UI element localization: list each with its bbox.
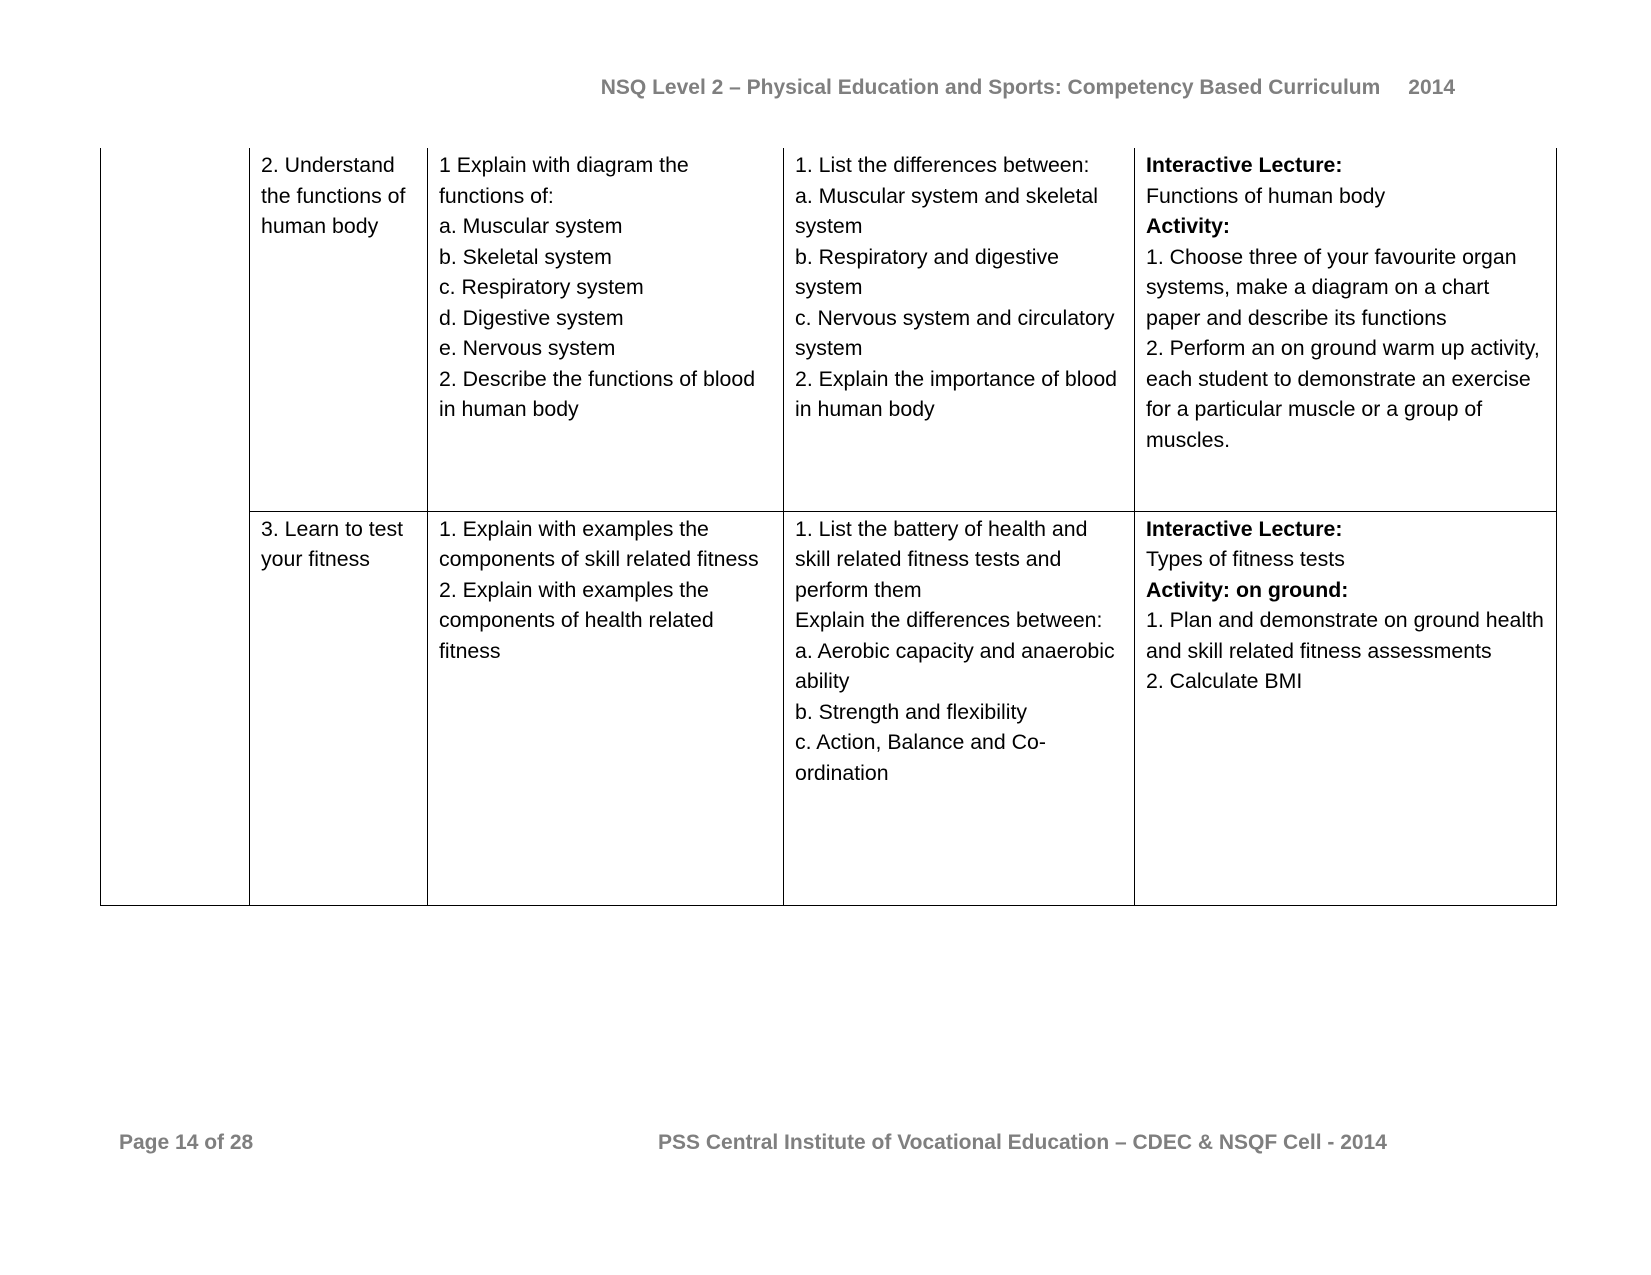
list-item: 1. List the battery of health and skill related fitness tests and perform them: [795, 516, 1088, 602]
teaching-cell: [1135, 511, 1557, 905]
list-item: 2. Calculate BMI: [1146, 669, 1303, 693]
curriculum-table: [100, 148, 1557, 906]
list-item: a. Aerobic capacity and anaerobic ability: [795, 638, 1115, 693]
footer-organization: PSS Central Institute of Vocational Education – CDEC & NSQF Cell - 2014: [658, 1131, 1387, 1154]
knowledge-cell: [428, 148, 784, 511]
list-item: 2. Explain with examples the components of health related fitness: [439, 577, 714, 663]
list-item: 1. Choose three of your favourite organ systems, make a diagram on a chart paper and describe its functions: [1146, 244, 1517, 330]
performance-cell: [784, 511, 1135, 905]
knowledge-cell: [428, 511, 784, 905]
lecture-heading: Interactive Lecture:: [1146, 516, 1343, 541]
list-item: 1 Explain with diagram the functions of:: [439, 153, 689, 208]
list-item: Explain the differences between:: [795, 608, 1103, 632]
list-item: c. Respiratory system: [439, 275, 644, 299]
unit-text: 3. Learn to test your fitness: [261, 516, 404, 571]
unit-text: 2. Understand the functions of human body: [261, 153, 406, 238]
unit-cell: [250, 148, 428, 511]
list-item: e. Nervous system: [439, 336, 616, 360]
table-row: [101, 148, 1557, 511]
list-item: d. Digestive system: [439, 305, 624, 330]
unit-cell: [250, 511, 428, 905]
table-row: [101, 511, 1557, 905]
activity-heading: Activity:: [1146, 214, 1231, 238]
header-year: 2014: [1408, 76, 1455, 99]
lecture-topic: Types of fitness tests: [1146, 547, 1345, 571]
page-number: Page 14 of 28: [119, 1131, 254, 1154]
list-item: c. Nervous system and circulatory system: [795, 305, 1115, 360]
list-item: b. Skeletal system: [439, 244, 612, 269]
page-header: [601, 76, 1455, 100]
list-item: b. Strength and flexibility: [795, 699, 1028, 724]
list-item: c. Action, Balance and Co-ordination: [795, 730, 1046, 785]
list-item: 2. Perform an on ground warm up activity, each student to demonstrate an exercise for a particular muscle or a group of muscles.: [1146, 336, 1540, 452]
header-title: NSQ Level 2 – Physical Education and Sports: Competency Based Curriculum: [600, 76, 1381, 99]
list-item: 2. Describe the functions of blood in human body: [439, 366, 756, 421]
list-item: b. Respiratory and digestive system: [795, 244, 1059, 299]
module-cell: [101, 148, 250, 905]
list-item: 1. Plan and demonstrate on ground health and skill related fitness assessments: [1146, 608, 1544, 663]
activity-heading: Activity: on ground:: [1146, 577, 1349, 602]
list-item: a. Muscular system and skeletal system: [795, 183, 1099, 238]
lecture-heading: Interactive Lecture:: [1146, 153, 1343, 177]
list-item: a. Muscular system: [439, 214, 623, 238]
list-item: 1. List the differences between:: [795, 153, 1090, 177]
list-item: 1. Explain with examples the components of skill related fitness: [439, 516, 759, 571]
teaching-cell: [1135, 148, 1557, 511]
list-item: 2. Explain the importance of blood in human body: [795, 366, 1118, 421]
performance-cell: [784, 148, 1135, 511]
lecture-topic: Functions of human body: [1146, 183, 1386, 208]
